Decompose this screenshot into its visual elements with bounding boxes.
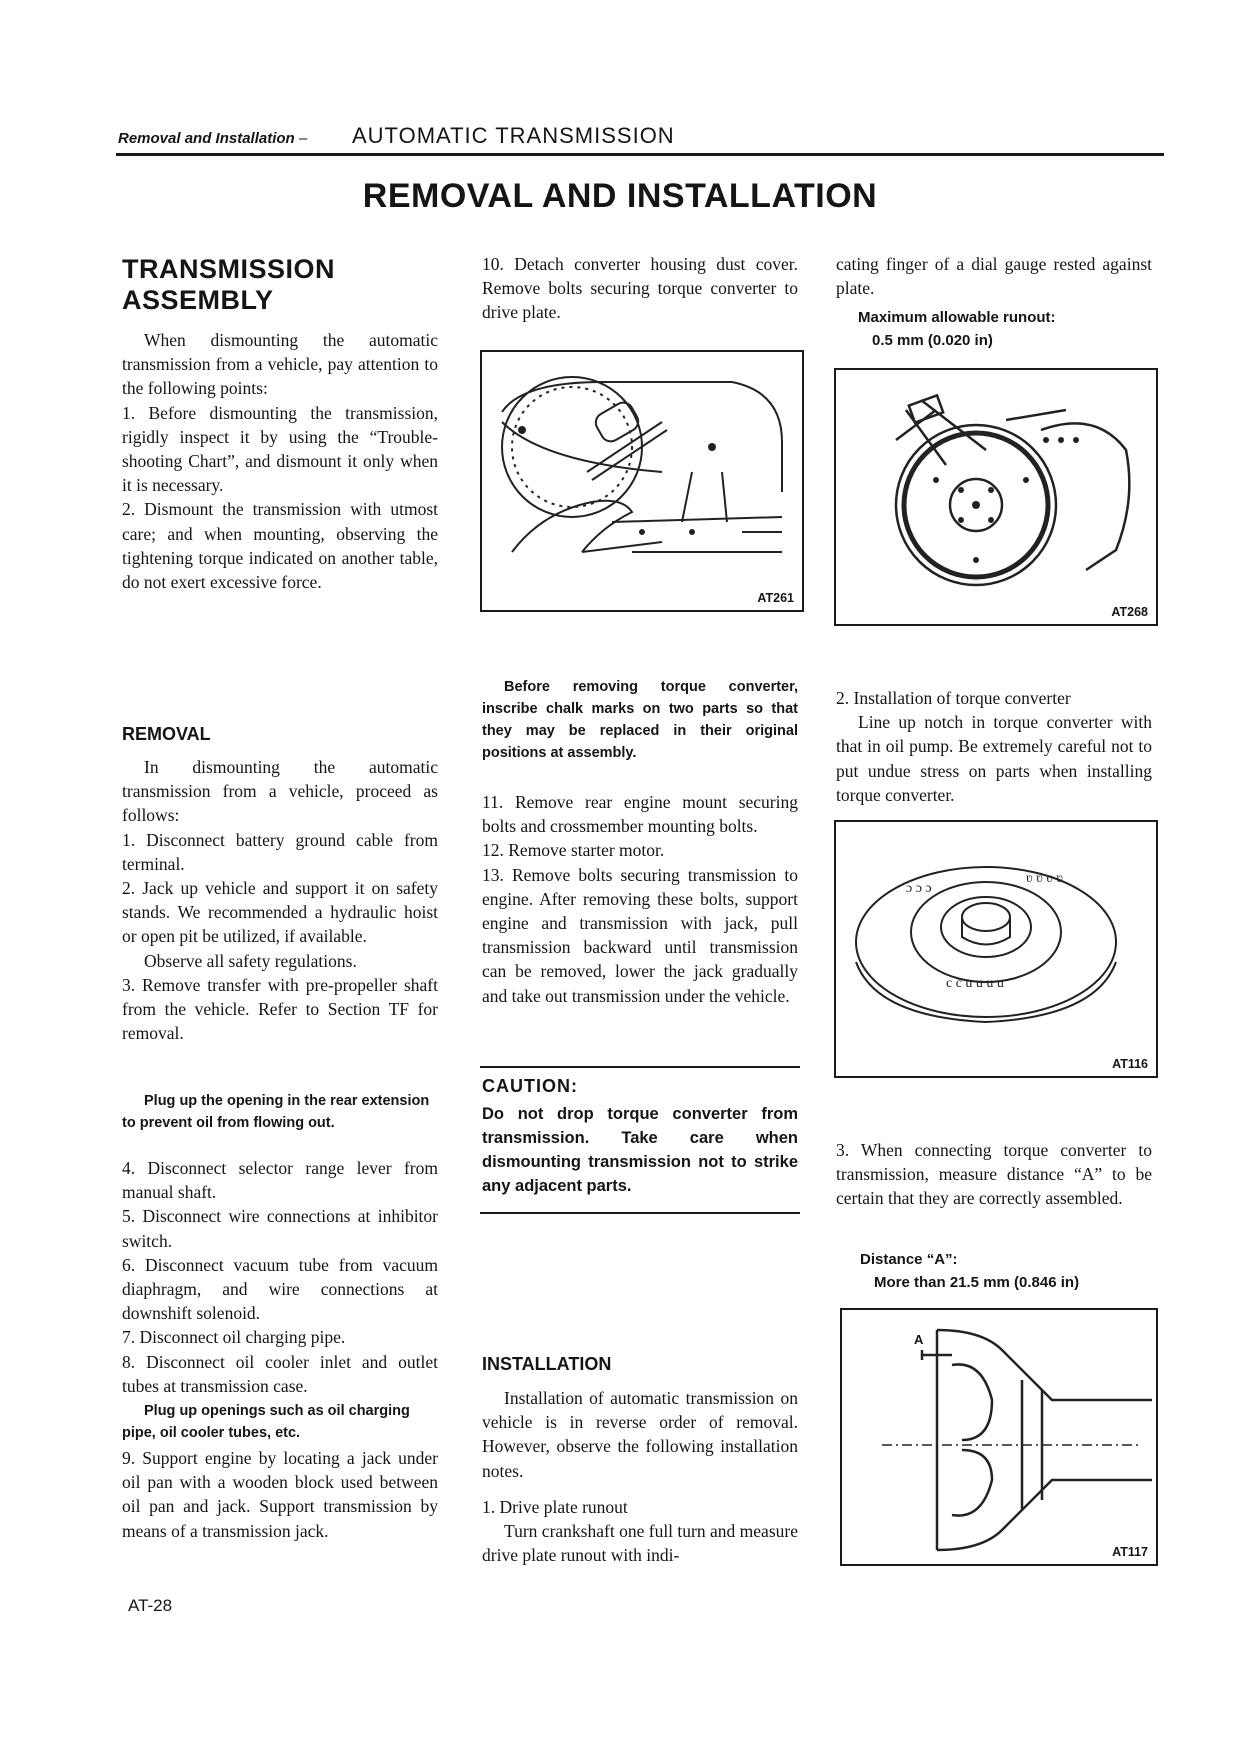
removal-step: 5. Disconnect wire connections at inhibitor switch. <box>122 1206 438 1251</box>
removal-step-9 <box>122 1446 438 1543</box>
svg-text:c c u u u u: c c u u u u <box>946 976 1004 991</box>
runout-label: Maximum allowable runout: <box>858 309 1056 326</box>
install-converter-block <box>836 686 1152 807</box>
header-rule <box>116 153 1164 156</box>
connect-converter-text: 3. When connecting torque converter to transmission, measure distance “A” to be certain that they are correctly assembled. <box>836 1140 1152 1209</box>
removal-step: 13. Remove bolts securing transmission to engine. After removing these bolts, support engine and transmission with jack, pull transmission backward until transmission can be removed, lower the jack gradually and take out transmission under the vehicle. <box>482 864 798 1006</box>
install-converter-text: Line up notch in torque converter with that in oil pump. Be extremely careful not to put undue stress on parts when installing torque converter. <box>836 712 1152 805</box>
figure-at116 <box>834 820 1158 1078</box>
removal-step: 7. Disconnect oil charging pipe. <box>122 1327 346 1348</box>
caution-text: Do not drop torque converter from transmission. Take care when dismounting transmission not to strike any adjacent parts. <box>482 1105 798 1195</box>
converter-note <box>482 676 798 764</box>
running-header-title: AUTOMATIC TRANSMISSION <box>352 123 675 148</box>
step-10 <box>482 252 798 325</box>
removal-step: 6. Disconnect vacuum tube from vacuum diaphragm, and wire connections at downshift solenoid. <box>122 1254 438 1324</box>
converter-cross-section-illustration <box>842 1310 1156 1564</box>
runout-text: cating finger of a dial gauge rested against plate. <box>836 254 1152 299</box>
removal-steps-11-13 <box>482 790 798 1008</box>
figure-at117 <box>840 1308 1158 1566</box>
figure-label: AT116 <box>1112 1057 1148 1071</box>
distance-a-marker: A <box>914 1332 924 1347</box>
transmission-assembly-heading <box>122 254 452 316</box>
removal-step: 3. Remove transfer with pre-propeller shaft from the vehicle. Refer to Section TF for removal. <box>122 974 438 1044</box>
figure-label: AT268 <box>1111 605 1148 619</box>
header-dash: – <box>294 130 308 147</box>
drive-plate-head: 1. Drive plate runout <box>482 1496 628 1517</box>
figure-at268 <box>834 368 1158 626</box>
svg-text:ʋ ʋ ʋ ʋ: ʋ ʋ ʋ ʋ <box>1026 871 1063 886</box>
removal-step: 12. Remove starter motor. <box>482 840 665 861</box>
runout-spec <box>858 306 1056 352</box>
runout-value: 0.5 mm (0.020 in) <box>872 332 993 349</box>
removal-step: 11. Remove rear engine mount securing bolts and crossmember mounting bolts. <box>482 792 798 837</box>
figure-at261 <box>480 350 804 612</box>
svg-text:ɔ ɔ ɔ: ɔ ɔ ɔ <box>906 881 932 896</box>
note-text: Before removing torque converter, inscribe chalk marks on two parts so that they may be replaced in their original positions at assembly. <box>482 679 798 761</box>
running-header-section <box>118 130 307 147</box>
intro-item-2: 2. Dismount the transmission with utmost care; and when mounting, observing the tightening torque indicated on another table, do not exert excessive force. <box>122 499 438 593</box>
installation-block <box>482 1386 798 1567</box>
page-number: AT-28 <box>128 1596 173 1615</box>
header-section-text: Removal and Installation <box>118 130 295 147</box>
removal-step: 9. Support engine by locating a jack under oil pan with a wooden block used between oil pan and jack. Support transmission by means of a transmission jack. <box>122 1448 438 1541</box>
removal-step: 4. Disconnect selector range lever from manual shaft. <box>122 1158 438 1203</box>
connect-converter-block <box>836 1138 1152 1211</box>
distance-spec <box>860 1248 1079 1294</box>
runout-continuation <box>836 252 1152 300</box>
wrench-on-converter-illustration <box>482 352 802 610</box>
removal-steps-block <box>122 755 438 1045</box>
heading-line-2: ASSEMBLY <box>122 285 274 315</box>
removal-step: 8. Disconnect oil cooler inlet and outlet tubes at transmission case. <box>122 1351 438 1396</box>
distance-value: More than 21.5 mm (0.846 in) <box>874 1274 1080 1291</box>
distance-label: Distance “A”: <box>860 1251 958 1268</box>
page-title: REMOVAL AND INSTALLATION <box>362 177 878 215</box>
removal-steps-block-2 <box>122 1156 438 1398</box>
installation-intro: Installation of automatic transmission on vehicle is in reverse order of removal. However, observe the following installation notes. <box>482 1388 798 1481</box>
removal-step: 1. Disconnect battery ground cable from terminal. <box>122 829 438 874</box>
note-text: Plug up the opening in the rear extension to prevent oil from flowing out. <box>122 1093 430 1131</box>
figure-label: AT117 <box>1112 1545 1148 1559</box>
dial-gauge-drive-plate-illustration <box>836 370 1156 624</box>
heading-line-1: TRANSMISSION <box>122 254 336 284</box>
installation-heading: INSTALLATION <box>482 1354 612 1374</box>
intro-item-1: 1. Before dismounting the transmission, rigidly inspect it by using the “Trouble-shooting Chart”, and dismount it only when it is necessary. <box>122 402 438 496</box>
removal-step: 2. Jack up vehicle and support it on safety stands. We recommended a hydraulic hoist or open pit be utilized, if available. <box>122 878 438 947</box>
drive-plate-text: Turn crankshaft one full turn and measure drive plate runout with indi- <box>482 1521 798 1566</box>
caution-rule-bottom <box>480 1212 800 1214</box>
caution-rule-top <box>480 1066 800 1068</box>
plug-note-2 <box>122 1400 438 1444</box>
removal-heading: REMOVAL <box>122 724 211 744</box>
torque-converter-illustration <box>836 822 1156 1076</box>
figure-label: AT261 <box>757 591 794 605</box>
install-converter-head: 2. Installation of torque converter <box>836 688 1071 708</box>
plug-note-1 <box>122 1090 438 1134</box>
caution-heading: CAUTION: <box>482 1076 578 1096</box>
step-10-text: 10. Detach converter housing dust cover. Remove bolts securing torque converter to drive plate. <box>482 254 798 323</box>
assembly-intro-block <box>122 328 438 594</box>
note-text: Plug up openings such as oil charging pipe, oil cooler tubes, etc. <box>122 1403 410 1441</box>
removal-intro: In dismounting the automatic transmission from a vehicle, proceed as follows: <box>122 757 438 826</box>
assembly-intro: When dismounting the automatic transmission from a vehicle, pay attention to the following points: <box>122 330 438 399</box>
safety-note: Observe all safety regulations. <box>144 950 357 971</box>
